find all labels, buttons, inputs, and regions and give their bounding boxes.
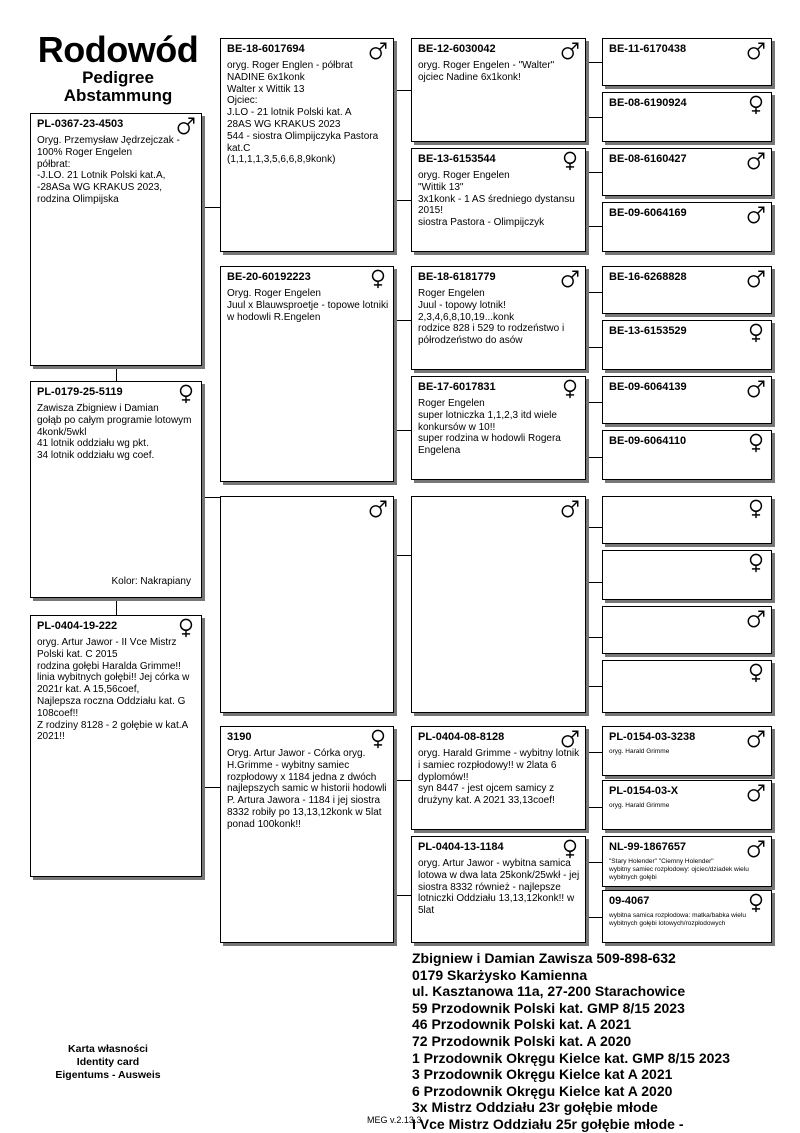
pigeon-card[interactable] — [602, 660, 772, 713]
pigeon-description: oryg. Roger Engelen - "Walter" ojciec Nadine 6x1konk! — [418, 60, 555, 83]
connector — [394, 780, 395, 895]
pigeon-card[interactable] — [602, 92, 772, 142]
connector — [394, 430, 411, 431]
connector — [586, 292, 587, 347]
pigeon-description: oryg. Harald Grimme — [609, 802, 670, 809]
owner-line: 0179 Skarżysko Kamienna — [412, 966, 588, 983]
connector — [394, 90, 411, 91]
connector — [394, 555, 411, 556]
connector — [586, 527, 587, 582]
male-icon — [746, 151, 766, 173]
owner-line: 59 Przodownik Polski kat. GMP 8/15 2023 — [412, 999, 685, 1016]
female-icon — [746, 323, 766, 345]
connector — [586, 807, 602, 808]
owner-line: Zbigniew i Damian Zawisza 509-898-632 — [412, 950, 676, 966]
pigeon-card[interactable] — [30, 381, 202, 598]
pigeon-description: "Stary Holender" "Ciemny Holender" wybitny samiec rozpłodowy: ojciec/dziadek wielu wybitnych gołębi — [609, 858, 749, 881]
connector — [586, 117, 602, 118]
ring-number: BE-18-6017694 — [227, 43, 305, 55]
pigeon-card[interactable] — [602, 266, 772, 314]
pigeon-card[interactable] — [411, 836, 586, 943]
pigeon-card[interactable] — [602, 148, 772, 196]
connector — [202, 497, 220, 498]
male-icon — [746, 205, 766, 227]
male-icon — [560, 499, 580, 521]
pigeon-description: oryg. Harald Grimme - wybitny lotnik i samiec rozpłodowy!! w 2lata 6 dyplomów!! syn 8447 - jest ojcem samicy z drużyny kat. A 2021 33,13coef! — [418, 748, 580, 807]
connector — [394, 320, 411, 321]
pigeon-description: oryg. Roger Englen - półbrat NADINE 6x1konk Walter x Wittik 13 Ojciec: J.LO - 21 lotnik Polski kat. A 28AS WG KRAKUS 2023 544 - siostra Olimpijczyka Pastora kat.C (1,1,1,1,3,5,6,6,8,9konk) — [227, 60, 379, 166]
pigeon-card[interactable] — [602, 606, 772, 654]
female-icon — [746, 95, 766, 117]
pigeon-description: Roger Engelen Juul - topowy lotnik! 2,3,4,6,8,10,19...konk rodzice 828 i 529 to rodzeństwo i półrodzeństwo do asów — [418, 288, 565, 347]
male-icon — [746, 41, 766, 63]
identity-card-line: Identity card — [76, 1056, 140, 1068]
ring-number: PL-0404-08-8128 — [418, 731, 505, 743]
connector — [586, 292, 602, 293]
pigeon-description: oryg. Artur Jawor - wybitna samica lotowa w dwa lata 25konk/25wkł - jej siostra 8332 również - najlepsze lotniczki Oddziału 13,13,12konk!! w 5lat — [418, 858, 580, 917]
ring-number: BE-11-6170438 — [609, 43, 687, 55]
ring-number: BE-13-6153544 — [418, 153, 496, 165]
female-icon — [746, 663, 766, 685]
connector — [116, 366, 117, 381]
male-icon — [746, 269, 766, 291]
pigeon-card[interactable] — [411, 266, 586, 370]
female-icon — [746, 499, 766, 521]
male-icon — [746, 379, 766, 401]
female-icon — [746, 433, 766, 455]
identity-card-line: Eigentums - Ausweis — [55, 1069, 161, 1081]
female-icon — [746, 553, 766, 575]
ring-number: PL-0179-25-5119 — [37, 386, 123, 398]
connector — [586, 62, 602, 63]
ring-number: PL-0154-03-3238 — [609, 731, 696, 743]
identity-card-line: Karta własności — [68, 1043, 148, 1055]
ring-number: PL-0404-19-222 — [37, 620, 118, 632]
pigeon-description: oryg. Artur Jawor - II Vce Mistrz Polski kat. C 2015 rodzina gołębi Haralda Grimme!! linia wybitnych gołębi!! Jej córka w 2021r kat. A 15,56coef, Najlepsza roczna Oddziału kat. G 108coef!! Z rodziny 8128 - 2 gołębie w kat.A 2021!! — [37, 637, 190, 743]
pigeon-card[interactable] — [411, 496, 586, 713]
pigeon-description: Zawisza Zbigniew i Damian gołąb po całym programie lotowym 4konk/5wkl 41 lotnik oddziału wg pkt. 34 lotnik oddziału wg coef. — [37, 403, 192, 462]
pigeon-card[interactable] — [220, 726, 394, 943]
color-label: Kolor: Nakrapiany — [111, 576, 191, 587]
connector — [586, 752, 602, 753]
connector — [202, 207, 220, 208]
pigeon-description: Oryg. Roger Engelen Juul x Blauwsproetje - topowe lotniki w hodowli R.Engelen — [227, 288, 389, 323]
male-icon — [746, 609, 766, 631]
pigeon-card[interactable] — [411, 148, 586, 252]
pigeon-card[interactable] — [602, 202, 772, 252]
owner-line: 6 Przodownik Okręgu Kielce kat A 2020 — [412, 1082, 673, 1099]
pigeon-card[interactable] — [30, 113, 202, 366]
pigeon-description: Oryg. Artur Jawor - Córka oryg. H.Grimme - wybitny samiec rozpłodowy x 1184 jedna z dwóch najlepszych samic w historii hodowli P. Artura Jawora - 1184 i jej siostra 8332 robiły po 13,13,12konk w 5lat ponad 100konk!! — [227, 748, 387, 830]
pigeon-card[interactable] — [220, 266, 394, 482]
male-icon — [368, 499, 388, 521]
pigeon-card[interactable] — [411, 726, 586, 830]
owner-line: 1 Przodownik Okręgu Kielce kat. GMP 8/15 2023 — [412, 1049, 730, 1066]
ring-number: PL-0154-03-X — [609, 785, 679, 797]
connector — [586, 686, 602, 687]
connector — [394, 895, 411, 896]
connector — [586, 172, 587, 226]
ring-number: BE-16-6268828 — [609, 271, 687, 283]
pigeon-card[interactable] — [602, 376, 772, 424]
pigeon-description: oryg. Harald Grimme — [609, 748, 670, 755]
pigeon-card[interactable] — [602, 550, 772, 600]
connector — [202, 787, 220, 788]
page-title: Rodowód — [37, 29, 199, 70]
owner-info — [412, 950, 730, 1133]
pigeon-card[interactable] — [220, 38, 394, 252]
ring-number: BE-09-6064169 — [609, 207, 687, 219]
pigeon-card[interactable] — [602, 496, 772, 544]
pigeon-card[interactable] — [411, 38, 586, 142]
connector — [394, 320, 395, 430]
connector — [586, 172, 602, 173]
connector — [116, 598, 117, 615]
connector — [586, 917, 602, 918]
connector — [586, 637, 602, 638]
owner-line: ul. Kasztanowa 11a, 27-200 Starachowice — [412, 983, 686, 1000]
version-label: MEG v.2.13.3 — [367, 1115, 422, 1125]
pigeon-description: wybitna samica rozpłodowa: matka/babka wielu wybitnych gołębi lotowych/rozpłodowych — [609, 912, 746, 927]
connector — [586, 527, 602, 528]
ring-number: BE-20-60192223 — [227, 271, 311, 283]
connector — [394, 780, 411, 781]
ring-number: 3190 — [227, 731, 252, 743]
ring-number: BE-08-6190924 — [609, 97, 687, 109]
owner-line: 72 Przodownik Polski kat. A 2020 — [412, 1032, 632, 1049]
owner-line: 46 Przodownik Polski kat. A 2021 — [412, 1016, 632, 1033]
connector — [586, 457, 602, 458]
ring-number: 09-4067 — [609, 895, 650, 907]
ring-number: PL-0404-13-1184 — [418, 841, 504, 853]
pigeon-description: oryg. Roger Engelen "Wittik 13" 3x1konk - 1 AS średniego dystansu 2015! siostra Pastora - Olimpijczyk — [418, 170, 575, 229]
ring-number: BE-09-6064110 — [609, 435, 687, 447]
page-subtitle-de: Abstammung — [63, 86, 173, 105]
owner-line: I Vce Mistrz Oddziału 25r gołębie młode - — [412, 1115, 684, 1132]
ring-number: BE-17-6017831 — [418, 381, 496, 393]
connector — [586, 347, 602, 348]
ring-number: BE-13-6153529 — [609, 325, 687, 337]
connector — [586, 862, 602, 863]
ring-number: PL-0367-23-4503 — [37, 118, 124, 130]
pigeon-description: Roger Engelen super lotniczka 1,1,2,3 itd wiele konkursów w 10!! super rodzina w hodowli Rogera Engelena — [418, 398, 561, 457]
connector — [586, 862, 587, 917]
pigeon-card[interactable] — [602, 780, 772, 830]
pigeon-card[interactable] — [602, 430, 772, 480]
pigeon-card[interactable] — [602, 726, 772, 776]
pigeon-card[interactable] — [602, 836, 772, 887]
owner-line: 3x Mistrz Oddziału 23r gołębie młode — [412, 1099, 658, 1116]
ring-number: BE-18-6181779 — [418, 271, 496, 283]
pigeon-card[interactable] — [602, 38, 772, 86]
page-subtitle-en: Pedigree — [82, 68, 154, 87]
owner-line: 3 Przodownik Okręgu Kielce kat A 2021 — [412, 1066, 673, 1083]
pigeon-card[interactable] — [602, 890, 772, 943]
connector — [586, 226, 602, 227]
connector — [586, 62, 587, 117]
connector — [586, 582, 602, 583]
pigeon-card[interactable] — [602, 320, 772, 370]
connector — [394, 90, 395, 200]
connector — [586, 402, 602, 403]
pigeon-card[interactable] — [411, 376, 586, 480]
connector — [586, 752, 587, 807]
connector — [394, 200, 411, 201]
ring-number: NL-99-1867657 — [609, 841, 687, 853]
ring-number: BE-08-6160427 — [609, 153, 687, 165]
pigeon-card[interactable] — [30, 615, 202, 877]
pigeon-description: Oryg. Przemysław Jędrzejczak - 100% Roger Engelen półbrat: -J.LO. 21 Lotnik Polski kat.A, -28ASa WG KRAKUS 2023, rodzina Olimpijska — [37, 135, 180, 205]
connector — [586, 402, 587, 457]
ring-number: BE-09-6064139 — [609, 381, 687, 393]
pigeon-card[interactable] — [220, 496, 394, 713]
ring-number: BE-12-6030042 — [418, 43, 496, 55]
